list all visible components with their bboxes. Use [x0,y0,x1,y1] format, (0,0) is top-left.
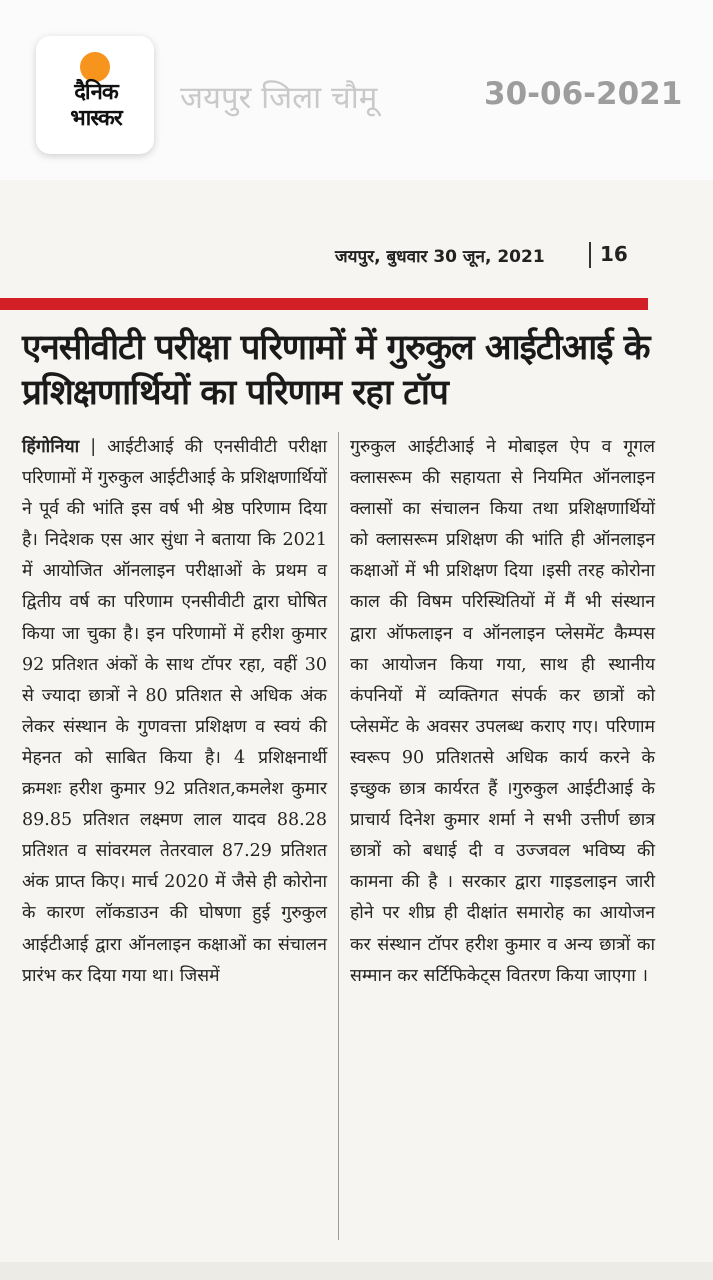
article-column-right [350,432,655,992]
sun-logo-icon [80,52,110,82]
edition-label: जयपुर जिला चौमू [180,80,378,116]
page-dateline: जयपुर, बुधवार 30 जून, 2021 [335,247,545,267]
page-number: 16 [600,242,628,266]
column-divider [338,432,339,1240]
dateline-separator [589,242,591,268]
next-article-edge [0,1262,713,1280]
article-text-right: गुरुकुल आईटीआई ने मोबाइल ऐप व गूगल क्लासरूम की सहायता से नियमित ऑनलाइन क्लासों का संचालन किया तथा प्रशिक्षणार्थियों को क्लासरूम प्रशिक्षण की भांति ही ऑनलाइन कक्षाओं में भी प्रशिक्षण दिया ।इसी तरह कोरोना काल की विषम परिस्थितियों में मैं भी संस्थान द्वारा ऑफलाइन व ऑनलाइन प्लेसमेंट कैम्पस का आयोजन किया गया, साथ ही स्थानीय कंपनियों में व्यक्तिगत संपर्क कर छात्रों को प्लेसमेंट के अवसर उपलब्ध कराए गए। परिणाम स्वरूप 90 प्रतिशतसे अधिक कार्य करने के इच्छुक छात्र कार्यरत हैं ।गुरुकुल आईटीआई के प्राचार्य दिनेश कुमार शर्मा ने सभी उत्तीर्ण छात्र छात्रों को बधाई दी व उज्जवल भविष्य की कामना की है । सरकार द्वारा गाइडलाइन जारी होने पर शीघ्र ही दीक्षांत समारोह का आयोजन कर संस्थान टॉपर हरीश कुमार व अन्य छात्रों का सम्मान कर सर्टिफिकेट्स वितरण किया जाएगा । [350,437,655,986]
edition-date: 30-06-2021 [484,76,683,112]
logo-text: दैनिक भास्कर [70,80,122,131]
article-column-left: हिंगोनिया | आईटीआई की एनसीवीटी परीक्षा परिणामों में गुरुकुल आईटीआई के प्रशिक्षणार्थियों ने पूर्व की भांति इस वर्ष भी श्रेष्ठ परिणाम दिया है। निदेशक एस आर सुंधा ने बताया कि 2021 में आयोजित ऑनलाइन परीक्षाओं के प्रथम व द्वितीय वर्ष का परिणाम एनसीवीटी द्वारा घोषित किया जा चुका है। इन परिणामों में हरीश कुमार 92 प्रतिशत अंकों के साथ टॉपर रहा, वहीं 30 से ज्यादा छात्रों ने 80 प्रतिशत से अधिक अंक लेकर संस्थान के गुणवत्ता प्रशिक्षण व स्वयं की मेहनत को साबित किया है। 4 प्रशिक्षनार्थी क्रमशः हरीश कुमार 92 प्रतिशत,कमलेश कुमार 89.85 प्रतिशत लक्ष्मण लाल यादव 88.28 प्रतिशत व सांवरमल तेतरवाल 87.29 प्रतिशत अंक प्राप्त किए। मार्च 2020 में जैसे ही कोरोना के कारण लॉकडाउन की घोषणा हुई गुरुकुल आईटीआई द्वारा ऑनलाइन कक्षाओं का संचालन प्रारंभ कर दिया गया था। जिसमें [22,437,327,986]
article-text-left: आईटीआई की एनसीवीटी परीक्षा परिणामों में गुरुकुल आईटीआई के प्रशिक्षणार्थियों ने पूर्व की भांति इस वर्ष भी श्रेष्ठ परिणाम दिया है। निदेशक एस आर सुंधा ने बताया कि 2021 में आयोजित ऑनलाइन परीक्षाओं के प्रथम व द्वितीय वर्ष का परिणाम एनसीवीटी द्वारा घोषित किया जा चुका है। इन परिणामों में हरीश कुमार 92 प्रतिशत अंकों के साथ टॉपर रहा, वहीं 30 से ज्यादा छात्रों ने 80 प्रतिशत से अधिक अंक लेकर संस्थान के गुणवत्ता प्रशिक्षण व स्वयं की मेहनत को साबित किया है। 4 प्रशिक्षनार्थी क्रमशः हरीश कुमार 92 प्रतिशत,कमलेश कुमार 89.85 प्रतिशत लक्ष्मण लाल यादव 88.28 प्रतिशत व सांवरमल तेतरवाल 87.29 प्रतिशत अंक प्राप्त किए। मार्च 2020 में जैसे ही कोरोना के कारण लॉकडाउन की घोषणा हुई गुरुकुल आईटीआई द्वारा ऑनलाइन कक्षाओं का संचालन प्रारंभ कर दिया गया था। जिसमें [22,437,327,986]
section-rule [0,298,648,310]
article-place: हिंगोनिया [22,437,80,457]
article-headline: एनसीवीटी परीक्षा परिणामों में गुरुकुल आईटीआई के प्रशिक्षणार्थियों का परिणाम रहा टॉप [22,328,650,413]
